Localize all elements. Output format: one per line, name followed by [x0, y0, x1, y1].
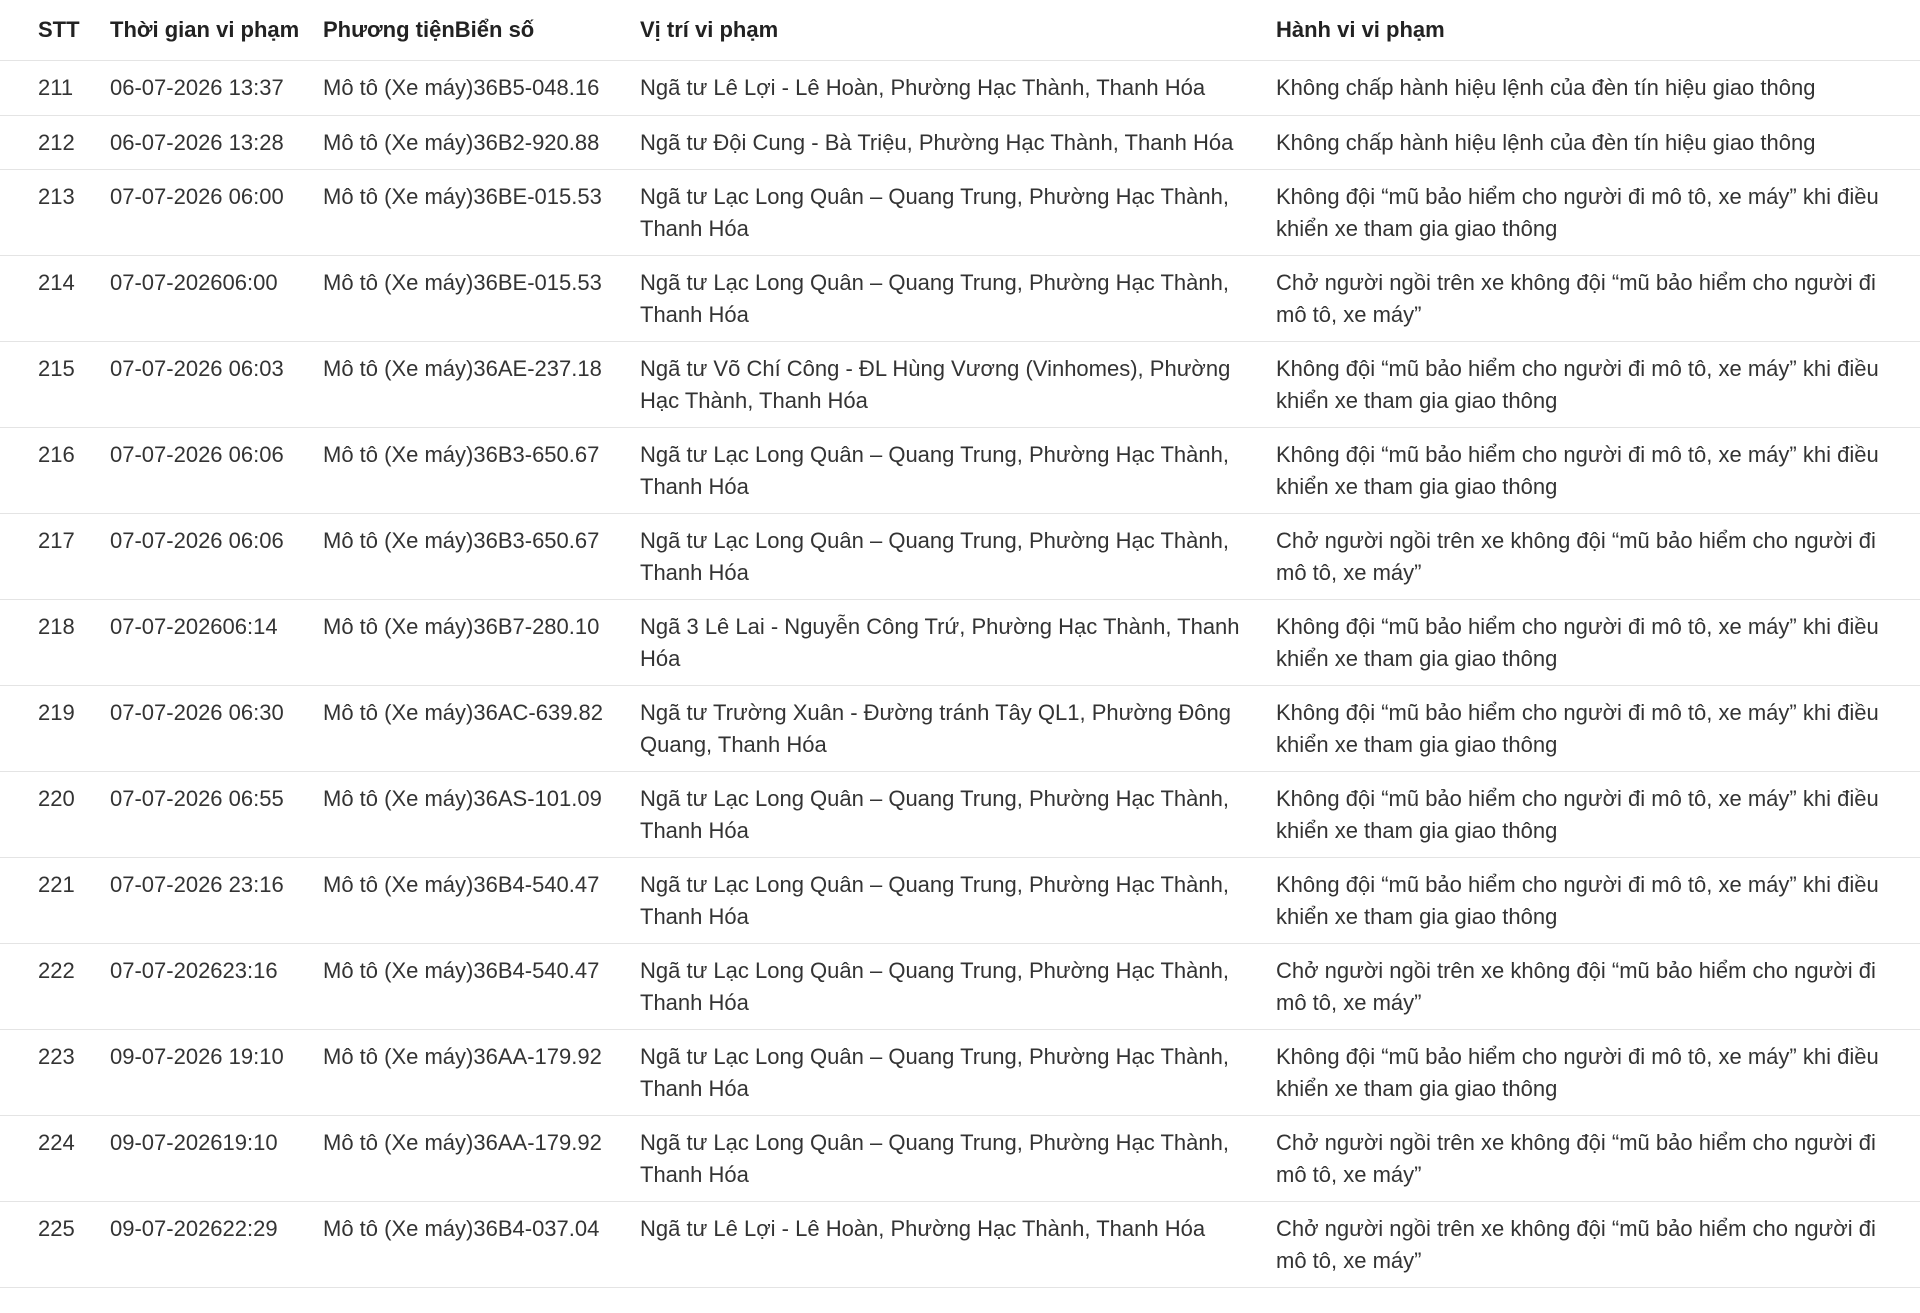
table-row	[0, 1116, 1920, 1202]
cell-vehicle: Mô tô (Xe máy)36AC-639.82	[313, 686, 630, 772]
cell-violation: Không chấp hành hiệu lệnh của đèn tín hiệu giao thông	[1266, 61, 1920, 116]
cell-vehicle: Mô tô (Xe máy)36B4-540.47	[313, 858, 630, 944]
cell-stt: 219	[0, 686, 100, 772]
cell-vehicle: Mô tô (Xe máy)36B4-540.47	[313, 944, 630, 1030]
cell-vehicle: Mô tô (Xe máy)36AA-179.92	[313, 1030, 630, 1116]
cell-location: Ngã tư Trường Xuân - Đường tránh Tây QL1, Phường Đông Quang, Thanh Hóa	[630, 686, 1266, 772]
cell-time: 06-07-2026 13:28	[100, 115, 313, 170]
cell-stt: 214	[0, 256, 100, 342]
cell-stt: 212	[0, 115, 100, 170]
cell-violation: Không đội “mũ bảo hiểm cho người đi mô tô, xe máy” khi điều khiển xe tham gia giao thông	[1266, 600, 1920, 686]
cell-stt: 220	[0, 772, 100, 858]
cell-location: Ngã tư Lê Lợi - Lê Hoàn, Phường Hạc Thành, Thanh Hóa	[630, 61, 1266, 116]
cell-stt: 217	[0, 514, 100, 600]
cell-time: 07-07-2026 06:55	[100, 772, 313, 858]
table-header	[0, 0, 1920, 61]
cell-time: 07-07-2026 06:00	[100, 170, 313, 256]
cell-violation: Không đội “mũ bảo hiểm cho người đi mô tô, xe máy” khi điều khiển xe tham gia giao thông	[1266, 686, 1920, 772]
cell-location: Ngã tư Lạc Long Quân – Quang Trung, Phường Hạc Thành, Thanh Hóa	[630, 428, 1266, 514]
table-row	[0, 1202, 1920, 1288]
table-row	[0, 61, 1920, 116]
table-row	[0, 115, 1920, 170]
cell-location: Ngã tư Võ Chí Công - ĐL Hùng Vương (Vinhomes), Phường Hạc Thành, Thanh Hóa	[630, 342, 1266, 428]
cell-time: 07-07-2026 06:06	[100, 428, 313, 514]
cell-stt: 218	[0, 600, 100, 686]
cell-violation: Không đội “mũ bảo hiểm cho người đi mô tô, xe máy” khi điều khiển xe tham gia giao thông	[1266, 342, 1920, 428]
table-row	[0, 600, 1920, 686]
cell-vehicle: Mô tô (Xe máy)36B4-037.04	[313, 1202, 630, 1288]
cell-vehicle: Mô tô (Xe máy)36B2-920.88	[313, 115, 630, 170]
cell-violation: Không đội “mũ bảo hiểm cho người đi mô tô, xe máy” khi điều khiển xe tham gia giao thông	[1266, 1030, 1920, 1116]
cell-location: Ngã tư Lạc Long Quân – Quang Trung, Phường Hạc Thành, Thanh Hóa	[630, 1030, 1266, 1116]
cell-stt: 211	[0, 61, 100, 116]
cell-violation: Chở người ngồi trên xe không đội “mũ bảo hiểm cho người đi mô tô, xe máy”	[1266, 256, 1920, 342]
cell-stt: 223	[0, 1030, 100, 1116]
cell-time: 09-07-2026 19:10	[100, 1030, 313, 1116]
table-row	[0, 858, 1920, 944]
header-row	[0, 0, 1920, 61]
cell-stt: 225	[0, 1202, 100, 1288]
cell-location: Ngã tư Lạc Long Quân – Quang Trung, Phường Hạc Thành, Thanh Hóa	[630, 170, 1266, 256]
cell-stt: 215	[0, 342, 100, 428]
cell-time: 09-07-202619:10	[100, 1116, 313, 1202]
cell-time: 09-07-202622:29	[100, 1202, 313, 1288]
cell-time: 07-07-2026 23:16	[100, 858, 313, 944]
cell-location: Ngã tư Đội Cung - Bà Triệu, Phường Hạc Thành, Thanh Hóa	[630, 115, 1266, 170]
cell-vehicle: Mô tô (Xe máy)36AA-179.92	[313, 1116, 630, 1202]
cell-stt: 221	[0, 858, 100, 944]
cell-time: 07-07-202606:14	[100, 600, 313, 686]
table-row	[0, 256, 1920, 342]
cell-vehicle: Mô tô (Xe máy)36B3-650.67	[313, 428, 630, 514]
cell-vehicle: Mô tô (Xe máy)36AS-101.09	[313, 772, 630, 858]
cell-location: Ngã tư Lạc Long Quân – Quang Trung, Phường Hạc Thành, Thanh Hóa	[630, 772, 1266, 858]
cell-violation: Không chấp hành hiệu lệnh của đèn tín hiệu giao thông	[1266, 115, 1920, 170]
table-row	[0, 342, 1920, 428]
cell-stt: 224	[0, 1116, 100, 1202]
cell-time: 07-07-202606:00	[100, 256, 313, 342]
cell-location: Ngã tư Lạc Long Quân – Quang Trung, Phường Hạc Thành, Thanh Hóa	[630, 944, 1266, 1030]
cell-stt: 222	[0, 944, 100, 1030]
cell-violation: Chở người ngồi trên xe không đội “mũ bảo hiểm cho người đi mô tô, xe máy”	[1266, 514, 1920, 600]
header-vehicle: Phương tiệnBiển số	[313, 0, 630, 61]
cell-time: 07-07-202623:16	[100, 944, 313, 1030]
cell-violation: Không đội “mũ bảo hiểm cho người đi mô tô, xe máy” khi điều khiển xe tham gia giao thông	[1266, 170, 1920, 256]
cell-vehicle: Mô tô (Xe máy)36AE-237.18	[313, 342, 630, 428]
header-time: Thời gian vi phạm	[100, 0, 313, 61]
cell-time: 07-07-2026 06:30	[100, 686, 313, 772]
cell-violation: Không đội “mũ bảo hiểm cho người đi mô tô, xe máy” khi điều khiển xe tham gia giao thông	[1266, 428, 1920, 514]
cell-vehicle: Mô tô (Xe máy)36BE-015.53	[313, 256, 630, 342]
table-row	[0, 772, 1920, 858]
table-row	[0, 170, 1920, 256]
cell-time: 07-07-2026 06:03	[100, 342, 313, 428]
cell-vehicle: Mô tô (Xe máy)36B3-650.67	[313, 514, 630, 600]
table-row	[0, 514, 1920, 600]
cell-vehicle: Mô tô (Xe máy)36B7-280.10	[313, 600, 630, 686]
table-row	[0, 1030, 1920, 1116]
cell-violation: Chở người ngồi trên xe không đội “mũ bảo hiểm cho người đi mô tô, xe máy”	[1266, 944, 1920, 1030]
table-row	[0, 686, 1920, 772]
cell-location: Ngã tư Lạc Long Quân – Quang Trung, Phường Hạc Thành, Thanh Hóa	[630, 514, 1266, 600]
cell-vehicle: Mô tô (Xe máy)36B5-048.16	[313, 61, 630, 116]
table-body	[0, 61, 1920, 1288]
header-violation: Hành vi vi phạm	[1266, 0, 1920, 61]
cell-location: Ngã tư Lạc Long Quân – Quang Trung, Phường Hạc Thành, Thanh Hóa	[630, 256, 1266, 342]
cell-location: Ngã tư Lạc Long Quân – Quang Trung, Phường Hạc Thành, Thanh Hóa	[630, 1116, 1266, 1202]
cell-vehicle: Mô tô (Xe máy)36BE-015.53	[313, 170, 630, 256]
cell-time: 07-07-2026 06:06	[100, 514, 313, 600]
header-location: Vị trí vi phạm	[630, 0, 1266, 61]
cell-location: Ngã 3 Lê Lai - Nguyễn Công Trứ, Phường Hạc Thành, Thanh Hóa	[630, 600, 1266, 686]
cell-violation: Không đội “mũ bảo hiểm cho người đi mô tô, xe máy” khi điều khiển xe tham gia giao thông	[1266, 858, 1920, 944]
cell-violation: Không đội “mũ bảo hiểm cho người đi mô tô, xe máy” khi điều khiển xe tham gia giao thông	[1266, 772, 1920, 858]
cell-time: 06-07-2026 13:37	[100, 61, 313, 116]
cell-violation: Chở người ngồi trên xe không đội “mũ bảo hiểm cho người đi mô tô, xe máy”	[1266, 1202, 1920, 1288]
table-row	[0, 944, 1920, 1030]
cell-location: Ngã tư Lạc Long Quân – Quang Trung, Phường Hạc Thành, Thanh Hóa	[630, 858, 1266, 944]
table-row	[0, 428, 1920, 514]
cell-stt: 213	[0, 170, 100, 256]
cell-location: Ngã tư Lê Lợi - Lê Hoàn, Phường Hạc Thành, Thanh Hóa	[630, 1202, 1266, 1288]
cell-stt: 216	[0, 428, 100, 514]
cell-violation: Chở người ngồi trên xe không đội “mũ bảo hiểm cho người đi mô tô, xe máy”	[1266, 1116, 1920, 1202]
header-stt: STT	[0, 0, 100, 61]
